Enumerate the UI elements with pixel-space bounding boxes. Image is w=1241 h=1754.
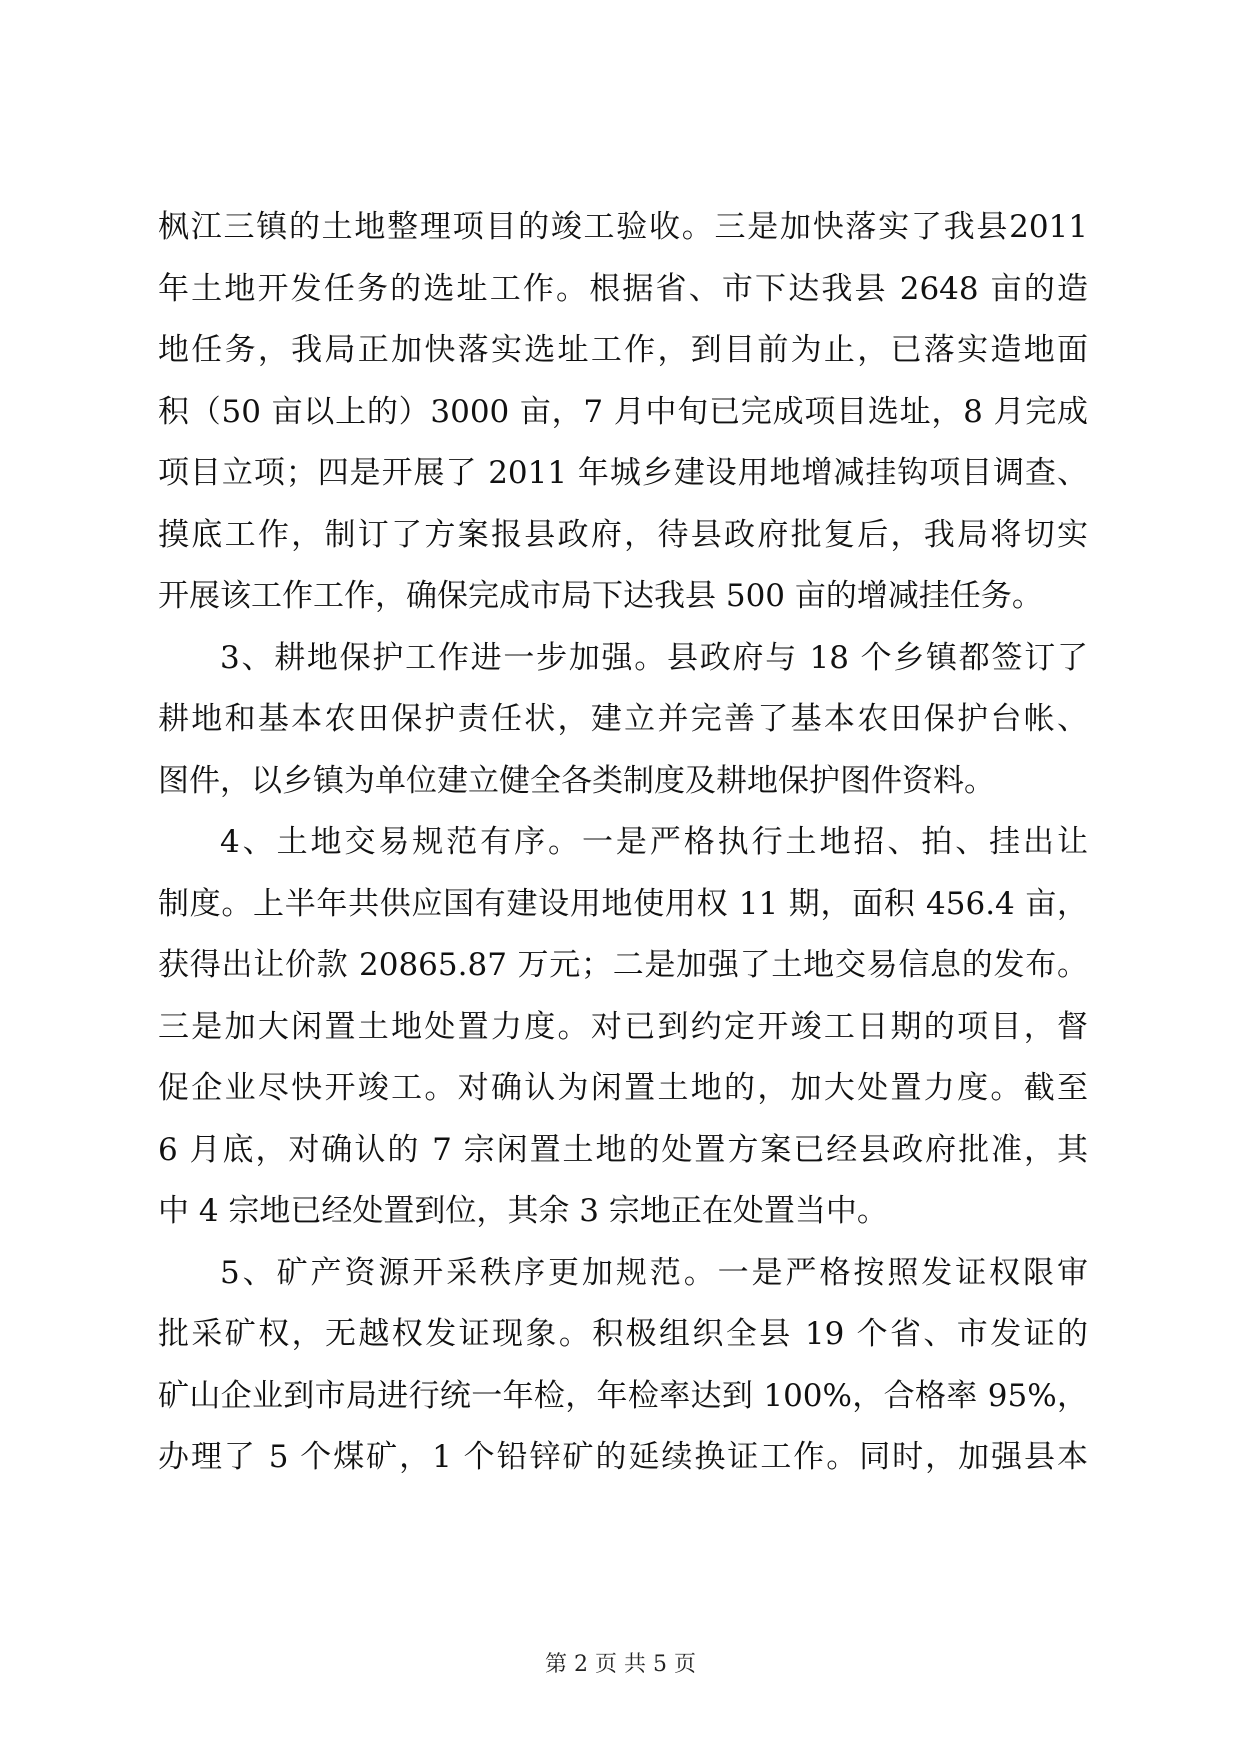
document-body xyxy=(158,197,1088,1489)
paragraph-start-line: 5、矿产资源开采秩序更加规范。一是严格按照发证权限审 xyxy=(220,1254,1088,1291)
paragraph-start-line: 3、耕地保护工作进一步加强。县政府与 18 个乡镇都签订了 xyxy=(220,639,1088,676)
text-line: 批采矿权，无越权发证现象。积极组织全县 19 个省、市发证的 xyxy=(158,1316,1088,1352)
text-line: 办理了 5 个煤矿，1 个铅锌矿的延续换证工作。同时，加强县本 xyxy=(158,1439,1088,1475)
text-line: 地任务，我局正加快落实选址工作，到目前为止，已落实造地面 xyxy=(158,332,1088,368)
text-line: 开展该工作工作，确保完成市局下达我县 500 亩的增减挂任务。 xyxy=(158,578,1043,614)
text-line: 摸底工作，制订了方案报县政府，待县政府批复后，我局将切实 xyxy=(158,516,1088,553)
text-line: 项目立项；四是开展了 2011 年城乡建设用地增减挂钩项目调查、 xyxy=(158,455,1088,491)
text-line: 枫江三镇的土地整理项目的竣工验收。三是加快落实了我县2011 xyxy=(158,209,1088,245)
text-line: 制度。上半年共供应国有建设用地使用权 11 期，面积 456.4 亩， xyxy=(158,885,1088,922)
text-line: 中 4 宗地已经处置到位，其余 3 宗地正在处置当中。 xyxy=(158,1193,888,1229)
text-line: 耕地和基本农田保护责任状，建立并完善了基本农田保护台帐、 xyxy=(158,701,1088,737)
paragraph-start-line: 4、土地交易规范有序。一是严格执行土地招、拍、挂出让 xyxy=(220,824,1088,860)
text-line: 年土地开发任务的选址工作。根据省、市下达我县 2648 亩的造 xyxy=(158,270,1088,307)
text-line: 积（50 亩以上的）3000 亩，7 月中旬已完成项目选址，8 月完成 xyxy=(158,393,1088,430)
text-line: 获得出让价款 20865.87 万元；二是加强了土地交易信息的发布。 xyxy=(158,947,1088,983)
text-line: 6 月底，对确认的 7 宗闲置土地的处置方案已经县政府批准，其 xyxy=(158,1131,1088,1168)
text-line: 图件，以乡镇为单位建立健全各类制度及耕地保护图件资料。 xyxy=(158,762,995,799)
text-line: 三是加大闲置土地处置力度。对已到约定开竣工日期的项目，督 xyxy=(158,1008,1088,1045)
page-number-footer: 第 2 页 共 5 页 xyxy=(545,1652,696,1677)
text-line: 矿山企业到市局进行统一年检，年检率达到 100%，合格率 95%， xyxy=(158,1377,1088,1414)
text-line: 促企业尽快开竣工。对确认为闲置土地的，加大处置力度。截至 xyxy=(158,1070,1088,1106)
